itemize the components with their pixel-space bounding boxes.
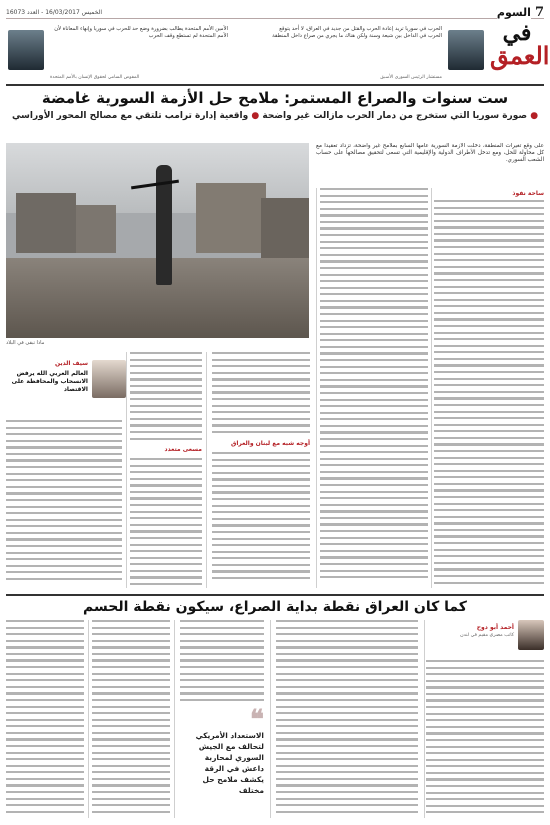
subheadlines	[6, 110, 544, 140]
article-column-1	[434, 188, 544, 588]
header-quote-text: الأمين الأمم المتحدة يطالب بضرورة وضع حد للحرب في سوريا وإنهاء المعاناة لأن الأمم المتحدة لم تستطع وقف الحرب	[54, 26, 228, 39]
section-head: أوجه شبه مع لبنان والعراق	[230, 440, 310, 447]
section-title	[490, 20, 550, 70]
second-writer-box	[424, 620, 544, 660]
writer-job: كاتب مصري مقيم في لندن	[460, 633, 514, 638]
author-photo	[448, 30, 484, 70]
quote-mark-icon: ❝	[250, 705, 264, 735]
newspaper-brand: السوم	[496, 5, 531, 19]
bottom-column-4	[92, 620, 170, 818]
section-title-line1: في	[502, 20, 532, 46]
subheadline-1: صورة سوريا التي ستخرج من دمار الحرب مازالت غير واضحة	[262, 111, 528, 121]
bullet-icon: ●	[530, 111, 539, 121]
article-column-5	[6, 420, 122, 588]
top-bar	[6, 6, 544, 19]
section-title-line2: العمق	[490, 41, 550, 70]
issue-line: الخميس 16/03/2017 - العدد 16073	[6, 8, 103, 16]
bottom-column-1	[426, 660, 544, 818]
article-column-2	[320, 188, 428, 588]
subheadline-2: واقعية إدارة ترامب تلتقي مع مصالح المحور الأوراسي	[11, 111, 249, 121]
header-quote-right	[264, 22, 484, 82]
bullet-icon: ●	[251, 111, 260, 121]
page-number: 7	[534, 4, 544, 20]
bottom-column-2	[276, 620, 418, 818]
header-quote-byline: مستشار الرئيس السوري الأسبق	[380, 75, 442, 80]
lead-paragraph: على وقع تغيرات المنطقة، دخلت الأزمة السورية عامها السابع بملامح غير واضحة، تزداد تعقيدا مع كل محاولة للحل، ومع تدخل الأطراف الدولية والإقليمية التي تسعى لتحقيق مصالحها على حساب الشعب السوري.	[316, 143, 544, 163]
header-quote-left	[8, 22, 228, 82]
bottom-column-5	[6, 620, 84, 818]
writer-name: أحمد أبو دوح	[476, 624, 514, 631]
section-head: مسعى متعدد	[164, 446, 202, 453]
writer-photo	[518, 620, 544, 650]
writer-photo	[92, 360, 126, 398]
writer-name: سيف الدين	[54, 360, 88, 367]
war-photo	[6, 143, 309, 338]
article-column-4	[130, 352, 202, 588]
article-column-3	[212, 352, 310, 588]
header-quote-text: الحرب في سوريا تريد إعادة الحرب والقتل من جديد في العراق، لا أحد يتوقع الحرب في الداخل بين شيعة وسنة ولكن هناك ما يجري من صراع داخل المنطقة	[272, 26, 442, 39]
photo-caption: ماذا تبقى في البلاد	[6, 340, 45, 346]
second-headline: كما كان العراق نقطة بداية الصراع، سيكون نقطة الحسم	[6, 594, 544, 618]
page-header	[6, 20, 550, 86]
opinion-writer-box	[6, 356, 126, 416]
section-head: ساحة نفوذ	[512, 190, 544, 197]
writer-quote: العالم العربي الله يرفض الانسحاب والمحافظة على الاقتصاد	[11, 370, 88, 393]
page-number-block	[497, 5, 544, 20]
bottom-column-3	[180, 620, 264, 706]
main-headline: ست سنوات والصراع المستمر: ملامح حل الأزمة السورية غامضة	[41, 89, 509, 107]
pull-quote	[180, 705, 264, 795]
author-photo	[8, 30, 44, 70]
header-quote-byline: المفوض السامي لحقوق الإنسان بالأمم المتحدة	[50, 75, 140, 80]
pull-quote-text: الاستعداد الأمريكي لتحالف مع الجيش السوري لمحاربة داعش في الرقة يكشف ملامح حل مختلف	[195, 731, 264, 795]
